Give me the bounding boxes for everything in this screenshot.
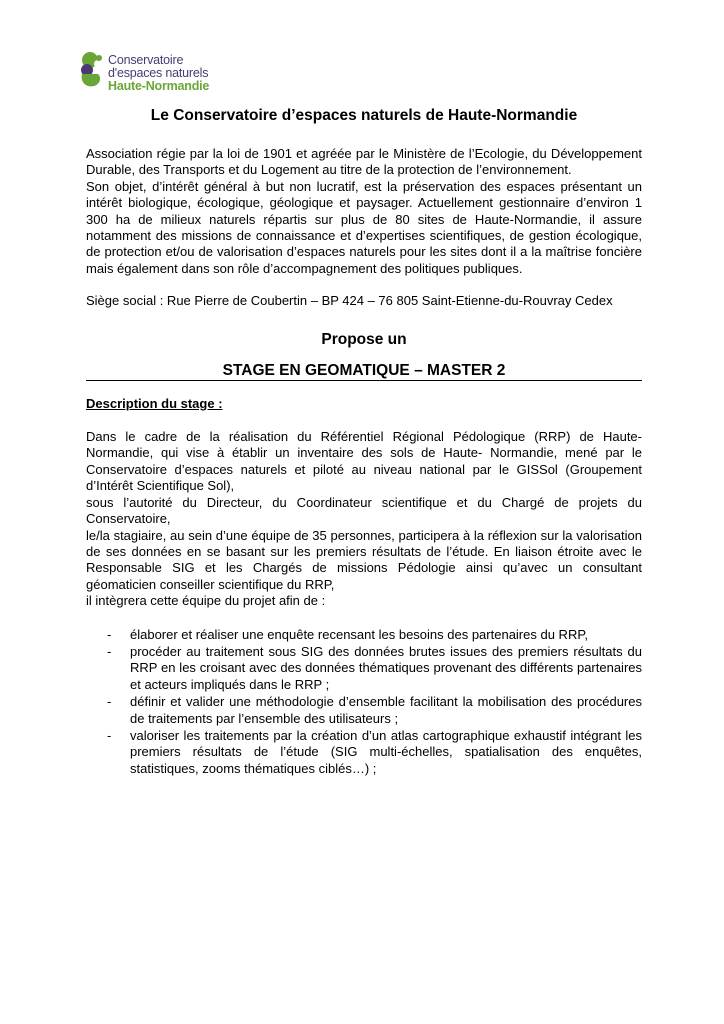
description-intro-4: il intègrera cette équipe du projet afin de : xyxy=(86,593,326,609)
list-item xyxy=(86,627,642,643)
description-heading: Description du stage : xyxy=(86,395,223,411)
description-intro-1: Dans le cadre de la réalisation du Référentiel Régional Pédologique (RRP) de Haute-Normandie, qui vise à établir un inventaire des sols de Haute- Normandie, mené par le Conservatoire d’espaces naturels et piloté au niveau national par le GISSol (Groupement d’Intérêt Scientifique Sol), xyxy=(86,429,642,494)
bullet-dash: - xyxy=(107,727,112,743)
list-item xyxy=(86,694,642,727)
list-item xyxy=(86,644,642,693)
association-paragraph: Association régie par la loi de 1901 et agréée par le Ministère de l’Ecologie, du Développement Durable, des Transports et du Logement au titre de la protection de l’environnement. xyxy=(86,146,642,178)
bullet-dash: - xyxy=(107,643,112,659)
list-item-text: définir et valider une méthodologie d’ensemble facilitant la mobilisation des procédures de traitements par l’ensemble des utilisateurs ; xyxy=(130,694,642,726)
stage-title: STAGE EN GEOMATIQUE – MASTER 2 xyxy=(86,362,642,381)
page-title: Le Conservatoire d’espaces naturels de Haute-Normandie xyxy=(150,107,578,124)
list-item xyxy=(86,728,642,777)
document-body xyxy=(86,107,642,778)
logo-line-1: Conservatoire xyxy=(108,53,184,67)
description-intro-3: le/la stagiaire, au sein d’une équipe de 35 personnes, participera à la réflexion sur la valorisation de ses données en se basant sur les premiers résultats de l’étude. En liaison étroite avec le Responsable SIG et les Chargés de missions Pédologie ainsi qu’avec un consultant géomaticien conseiller scientifique du RRP, xyxy=(86,527,642,592)
siege-social: Siège social : Rue Pierre de Coubertin – BP 424 – 76 805 Saint-Etienne-du-Rouvray Cedex xyxy=(86,293,613,309)
list-item-text: procéder au traitement sous SIG des données brutes issues des premiers résultats du RRP en les croisant avec des données thématiques provenant des différents partenaires et acteurs impliqués dans le RRP ; xyxy=(130,643,642,692)
logo-line-2: d'espaces naturels xyxy=(108,66,209,80)
conservatoire-logo xyxy=(78,50,238,96)
mission-list xyxy=(86,627,642,778)
list-item-text: valoriser les traitements par la création d’un atlas cartographique exhaustif intégrant les premiers résultats de l’étude (SIG multi-échelles, spatialisation des enquêtes, statistiques, zooms thématiques ciblés…) ; xyxy=(130,727,642,776)
logo-text xyxy=(108,54,209,93)
logo-emblem-icon xyxy=(78,50,108,94)
bullet-dash: - xyxy=(107,626,112,642)
propose-heading: Propose un xyxy=(321,330,407,348)
logo-line-3: Haute-Normandie xyxy=(108,79,210,93)
list-item-text: élaborer et réaliser une enquête recensant les besoins des partenaires du RRP, xyxy=(130,626,588,642)
description-intro-2: sous l’autorité du Directeur, du Coordinateur scientifique et du Chargé de projets du Conservatoire, xyxy=(86,494,642,527)
objet-paragraph: Son objet, d’intérêt général à but non lucratif, est la préservation des espaces présentant un intérêt biologique, écologique, géologique et paysager. Actuellement gestionnaire d’environ 1 300 ha de milieux naturels répartis sur plus de 80 sites de Haute-Normandie, il assure notamment des missions de connaissance et d’expertises scientifiques, de gestion écologique, de protection et/ou de valorisation d’espaces naturels pour les sites dont il a la maîtrise foncière mais également dans son rôle d’accompagnement des politiques publiques. xyxy=(86,178,642,276)
bullet-dash: - xyxy=(107,694,112,710)
